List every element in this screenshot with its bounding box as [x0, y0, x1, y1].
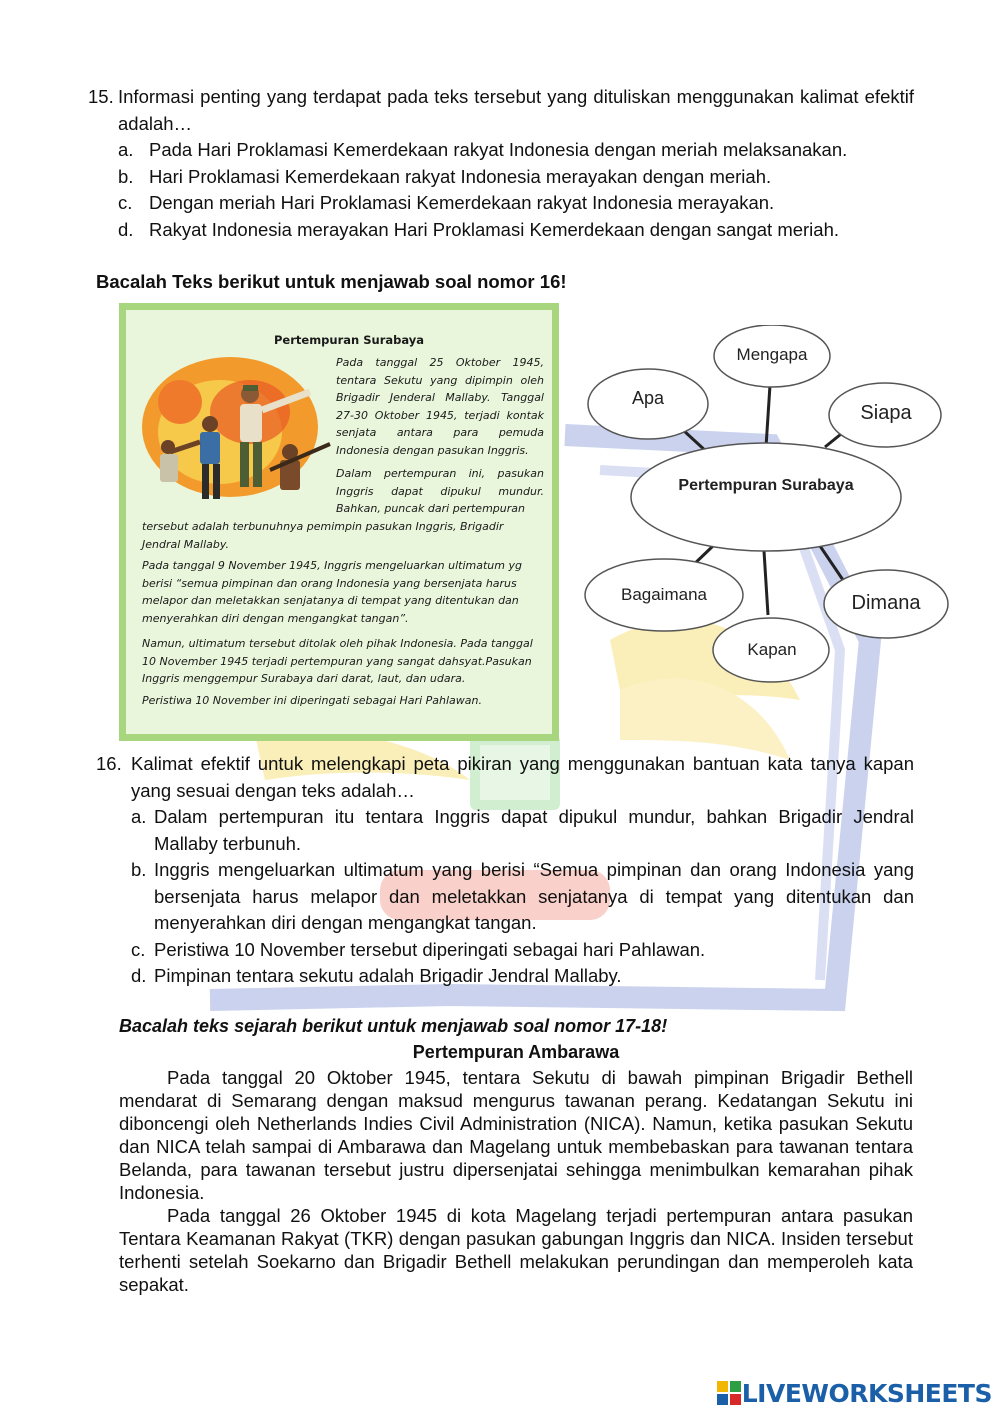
mind-map	[578, 325, 953, 687]
brand-text: LIVEWORKSHEETS	[741, 1378, 992, 1408]
mind-map-center: Pertempuran Surabaya	[678, 477, 854, 494]
answer-option-a[interactable]: a. Pada Hari Proklamasi Kemerdekaan rakyat Indonesia dengan meriah melaksanakan.	[118, 139, 848, 160]
liveworksheets-icon	[716, 1380, 742, 1406]
reading-title: Pertempuran Surabaya	[274, 333, 425, 347]
ambarawa-title: Pertempuran Ambarawa	[412, 1042, 620, 1062]
question-stem: Informasi penting yang terdapat pada teks tersebut yang dituliskan menggunakan kalimat efektif adalah…	[118, 86, 914, 134]
question-number: 16.	[96, 753, 122, 774]
answer-option-c[interactable]: c. Peristiwa 10 November tersebut diperingati sebagai hari Pahlawan.	[131, 938, 706, 960]
liveworksheets-logo[interactable]	[716, 1377, 992, 1409]
reading-paragraph-2a: Dalam pertempuran ini, pasukan Inggris dapat dipukul mundur. Bahkan, puncak dari pertempuran	[336, 467, 544, 516]
mind-map-node-bagaimana: Bagaimana	[620, 585, 707, 604]
reading-paragraph-2b: tersebut adalah terbunuhnya pemimpin pasukan Inggris, Brigadir Jendral Mallaby.	[142, 520, 504, 551]
answer-option-b[interactable]: b. Hari Proklamasi Kemerdekaan rakyat Indonesia merayakan dengan meriah.	[118, 165, 772, 187]
question-stem: Kalimat efektif untuk melengkapi peta pikiran yang menggunakan bantuan kata tanya kapan yang sesuai dengan teks adalah…	[131, 753, 914, 801]
reading-paragraph-1: Pada tanggal 25 Oktober 1945, tentara Sekutu yang dipimpin oleh Brigadir Jenderal Mallaby. Tanggal 27-30 Oktober 1945, terjadi kontak senjata antara para pemuda Indonesia dengan pasukan Inggris.	[336, 356, 544, 457]
answer-option-a[interactable]: a. Dalam pertempuran itu tentara Inggris dapat dipukul mundur, bahkan Brigadir Jendral Mallaby terbunuh.	[131, 806, 914, 854]
answer-option-d[interactable]: d. Rakyat Indonesia merayakan Hari Proklamasi Kemerdekaan dengan sangat meriah.	[118, 218, 840, 240]
mind-map-node-mengapa: Mengapa	[736, 345, 808, 364]
instruction-16: Bacalah Teks berikut untuk menjawab soal nomor 16!	[96, 271, 567, 292]
reading-paragraph-5: Peristiwa 10 November ini diperingati sebagai Hari Pahlawan.	[142, 694, 482, 707]
answer-option-b[interactable]: b. Inggris mengeluarkan ultimatum yang berisi “Semua pimpinan dan orang Indonesia yang bersenjata harus melapor dan meletakkan senjatanya di tempat yang ditentukan dan menyerahkan diri dengan mengangkat tangan.	[131, 859, 914, 933]
reading-paragraph-4: Namun, ultimatum tersebut ditolak oleh pihak Indonesia. Pada tanggal 10 November 1945 terjadi pertempuran yang sangat dahsyat.Pasukan Inggris menggempur Surabaya dari darat, laut, dan udara.	[142, 637, 533, 686]
question-15	[88, 84, 914, 243]
battle-illustration	[140, 352, 340, 510]
mind-map-connectors	[578, 325, 953, 687]
reading-paragraph-3: Pada tanggal 9 November 1945, Inggris mengeluarkan ultimatum yg berisi “semua pimpinan dan orang Indonesia yang bersenjata harus melapor dan meletakkan senjatanya di tempat yang ditentukan dan menyerahkan diri dengan mengangkat tangan”.	[142, 559, 522, 625]
ambarawa-paragraph-2: Pada tanggal 26 Oktober 1945 di kota Magelang terjadi pertempuran antara pasukan Tentara Keamanan Rakyat (TKR) dengan pasukan gabungan Inggris dan NICA. Insiden tersebut terhenti setelah Soekarno dan Brigadir Bethell melakukan perundingan dan memperoleh kata sepakat.	[119, 1205, 913, 1295]
mind-map-node-siapa: Siapa	[860, 402, 912, 424]
ambarawa-paragraph-1: Pada tanggal 20 Oktober 1945, tentara Sekutu di bawah pimpinan Brigadir Bethell mendarat di Semarang dengan maksud mengurus tawanan perang. Kedatangan Sekutu ini diboncengi oleh Netherlands Indies Civil Administration (NICA). Namun, ketika pasukan Sekutu dan NICA telah sampai di Ambarawa dan Magelang untuk membebaskan para tawanan tentara Belanda, para tawanan tersebut justru dipersenjatai sehingga menimbulkan kemarahan pihak Indonesia.	[119, 1067, 913, 1203]
mind-map-node-kapan: Kapan	[747, 640, 797, 659]
reading-text-box	[119, 303, 559, 741]
mind-map-node-dimana: Dimana	[851, 592, 921, 614]
answer-option-c[interactable]: c. Dengan meriah Hari Proklamasi Kemerdekaan rakyat Indonesia merayakan.	[118, 192, 775, 213]
instruction-17-18: Bacalah teks sejarah berikut untuk menjawab soal nomor 17-18!	[119, 1016, 668, 1036]
answer-option-d[interactable]: d. Pimpinan tentara sekutu adalah Brigadir Jendral Mallaby.	[131, 965, 622, 986]
question-16	[96, 751, 914, 990]
mind-map-node-apa: Apa	[631, 388, 665, 408]
question-number: 15.	[88, 86, 114, 107]
